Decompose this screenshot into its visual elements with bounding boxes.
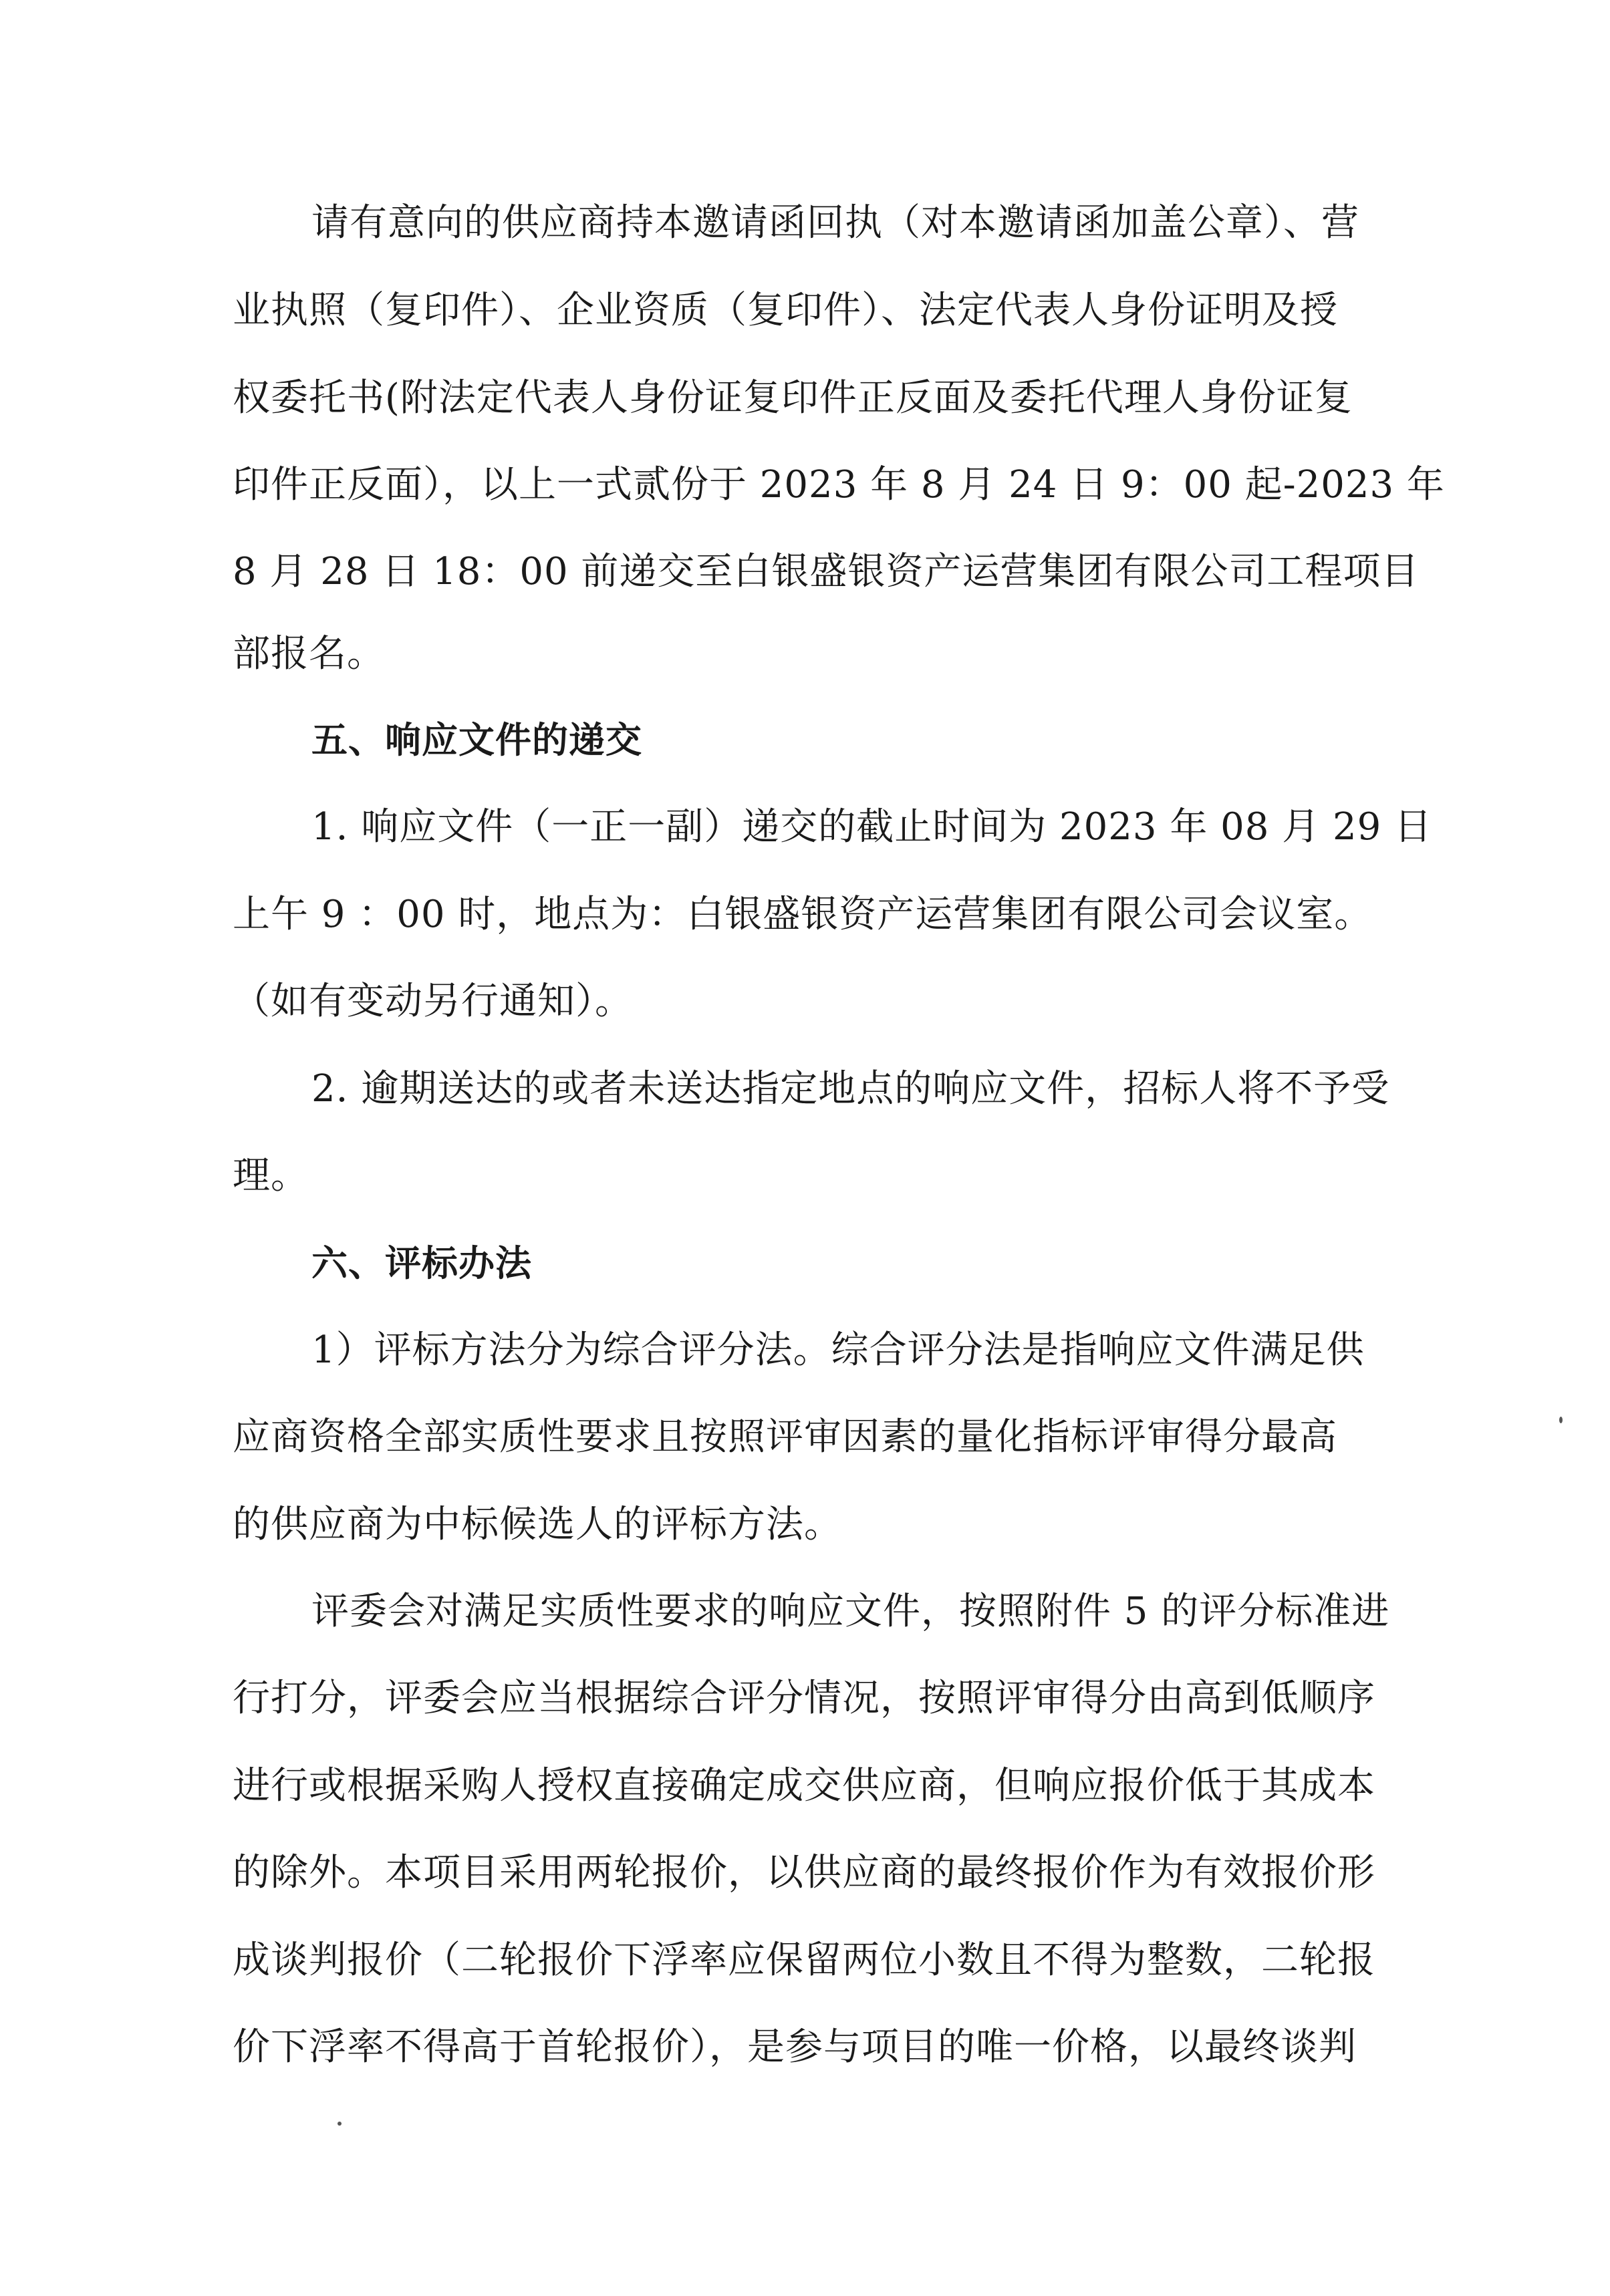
paragraph-5-line-3: 进行或根据采购人授权直接确定成交供应商，但响应报价低于其成本	[233, 1764, 1375, 1808]
paragraph-2-line-2: 上午 9 ：00 时，地点为：白银盛银资产运营集团有限公司会议室。	[233, 893, 1373, 936]
scan-speck	[1559, 1417, 1563, 1423]
paragraph-1-line-1: 请有意向的供应商持本邀请函回执（对本邀请函加盖公章）、营	[311, 201, 1359, 245]
paragraph-3-line-1: 2. 逾期送达的或者未送达指定地点的响应文件，招标人将不予受	[311, 1067, 1390, 1111]
paragraph-1-line-5: 8 月 28 日 18：00 前递交至白银盛银资产运营集团有限公司工程项目	[233, 550, 1420, 593]
paragraph-2-line-3: （如有变动另行通知）。	[233, 980, 633, 1023]
paragraph-2-line-1: 1. 响应文件（一正一副）递交的截止时间为 2023 年 08 月 29 日	[311, 805, 1433, 849]
paragraph-4-line-2: 应商资格全部实质性要求且按照评审因素的量化指标评审得分最高	[233, 1415, 1337, 1459]
paragraph-3-line-2: 理。	[233, 1154, 309, 1197]
section-heading-6: 六、评标办法	[311, 1242, 532, 1284]
paragraph-1-line-6: 部报名。	[233, 632, 385, 676]
paragraph-5-line-1: 评委会对满足实质性要求的响应文件，按照附件 5 的评分标准进	[311, 1590, 1390, 1633]
paragraph-5-line-2: 行打分，评委会应当根据综合评分情况，按照评审得分由高到低顺序	[233, 1677, 1375, 1720]
scan-speck	[338, 2122, 342, 2126]
paragraph-4-line-1: 1）评标方法分为综合评分法。综合评分法是指响应文件满足供	[311, 1328, 1365, 1372]
section-heading-5: 五、响应文件的递交	[311, 719, 642, 761]
paragraph-1-line-4: 印件正反面），以上一式贰份于 2023 年 8 月 24 日 9：00 起-2023 年	[233, 463, 1445, 507]
paragraph-1-line-2: 业执照（复印件）、企业资质（复印件）、法定代表人身份证明及授	[233, 289, 1338, 332]
paragraph-1-line-3: 权委托书(附法定代表人身份证复印件正反面及委托代理人身份证复	[233, 376, 1353, 420]
paragraph-5-line-4: 的除外。本项目采用两轮报价，以供应商的最终报价作为有效报价形	[233, 1851, 1375, 1894]
paragraph-5-line-6: 价下浮率不得高于首轮报价），是参与项目的唯一价格，以最终谈判	[233, 2025, 1357, 2069]
paragraph-5-line-5: 成谈判报价（二轮报价下浮率应保留两位小数且不得为整数，二轮报	[233, 1939, 1375, 1982]
paragraph-4-line-3: 的供应商为中标候选人的评标方法。	[233, 1503, 842, 1546]
